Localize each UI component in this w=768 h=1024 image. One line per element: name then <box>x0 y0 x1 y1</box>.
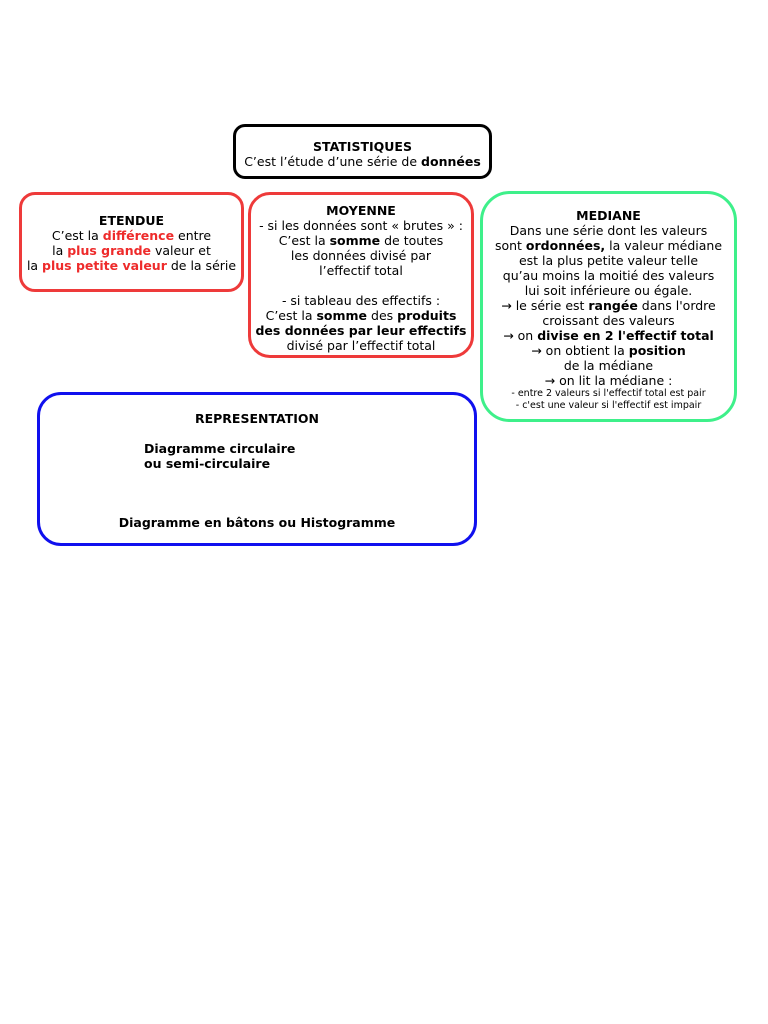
mediane-title: MEDIANE <box>576 208 641 223</box>
representation-box <box>37 392 477 546</box>
etendue-l3-pre: la <box>26 258 43 273</box>
moyenne-l6-mid: des <box>367 308 398 323</box>
mediane-l2-post: la valeur médiane <box>605 238 723 253</box>
moyenne-l2-pre: C’est la <box>278 233 330 248</box>
etendue-line-2 <box>22 243 241 258</box>
mediane-l2-bold: ordonnées, <box>525 238 606 253</box>
moyenne-line-7: des données par leur effectifs <box>255 323 467 338</box>
mediane-line-5: lui soit inférieure ou égale. <box>524 283 693 298</box>
mediane-l6-post: dans l'ordre <box>637 298 716 313</box>
moyenne-l2-bold: somme <box>329 233 381 248</box>
representation-circular <box>144 441 295 471</box>
statistiques-box <box>233 124 492 179</box>
moyenne-line-8: divisé par l’effectif total <box>286 338 436 353</box>
mediane-line-12: - entre 2 valeurs si l'effectif total est pair <box>511 388 706 399</box>
mediane-line-1: Dans une série dont les valeurs <box>509 223 708 238</box>
etendue-l3-post: de la série <box>166 258 237 273</box>
moyenne-line-6 <box>251 308 471 323</box>
etendue-line-3 <box>22 258 241 273</box>
representation-title: REPRESENTATION <box>194 411 320 426</box>
etendue-l2-post: valeur et <box>151 243 211 258</box>
statistiques-definition <box>236 154 489 169</box>
mediane-line-6 <box>483 298 734 313</box>
etendue-l1-post: entre <box>174 228 212 243</box>
moyenne-l6-bold1: somme <box>316 308 368 323</box>
etendue-l3-red: plus petite valeur <box>42 258 167 273</box>
mediane-line-2 <box>483 238 734 253</box>
statistiques-title: STATISTIQUES <box>313 139 412 154</box>
representation-bars: Diagramme en bâtons ou Histogramme <box>118 515 396 530</box>
moyenne-l6-pre: C’est la <box>265 308 317 323</box>
mediane-l8-pre: → on <box>503 328 538 343</box>
etendue-box <box>19 192 244 292</box>
moyenne-spacer <box>251 278 471 293</box>
etendue-line-1 <box>22 228 241 243</box>
moyenne-line-3: les données divisé par <box>290 248 432 263</box>
statistiques-definition-text: C’est l’étude d’une série de <box>244 154 422 169</box>
etendue-l2-pre: la <box>52 243 68 258</box>
moyenne-line-5: - si tableau des effectifs : <box>281 293 441 308</box>
mediane-l9-bold: position <box>628 343 686 358</box>
moyenne-line-2 <box>251 233 471 248</box>
mediane-line-10: de la médiane <box>563 358 654 373</box>
representation-circular-line-2: ou semi-circulaire <box>144 456 271 471</box>
mediane-line-8 <box>483 328 734 343</box>
moyenne-box <box>248 192 474 358</box>
mediane-line-13: - c'est une valeur si l'effectif est impair <box>515 400 702 411</box>
moyenne-l6-bold2: produits <box>397 308 457 323</box>
mediane-l8-bold: divise en 2 l'effectif total <box>537 328 714 343</box>
etendue-l2-red: plus grande <box>67 243 152 258</box>
statistiques-definition-bold: données <box>421 154 481 169</box>
representation-circular-line-1: Diagramme circulaire <box>144 441 296 456</box>
mediane-line-11: → on lit la médiane : <box>544 373 673 388</box>
mediane-l2-pre: sont <box>494 238 526 253</box>
mediane-line-3: est la plus petite valeur telle <box>518 253 699 268</box>
mediane-line-7: croissant des valeurs <box>542 313 675 328</box>
etendue-title: ETENDUE <box>98 213 165 228</box>
mediane-l9-pre: → on obtient la <box>531 343 629 358</box>
moyenne-l2-post: de toutes <box>380 233 444 248</box>
mediane-l6-bold: rangée <box>588 298 638 313</box>
etendue-l1-red: différence <box>102 228 175 243</box>
mediane-l6-pre: → le série est <box>501 298 589 313</box>
etendue-l1-pre: C’est la <box>51 228 103 243</box>
moyenne-line-1: - si les données sont « brutes » : <box>259 218 463 233</box>
moyenne-title: MOYENNE <box>326 203 396 218</box>
moyenne-line-4: l’effectif total <box>319 263 403 278</box>
mediane-line-9 <box>483 343 734 358</box>
mediane-line-4: qu’au moins la moitié des valeurs <box>502 268 715 283</box>
mediane-box <box>480 191 737 422</box>
